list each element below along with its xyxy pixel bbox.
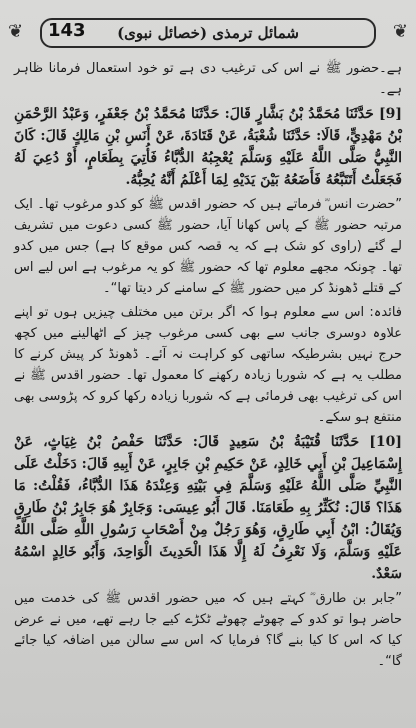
ornament-left-icon: ❦	[8, 21, 24, 42]
hadith-10-arabic: [10] حَدَّثَنَا قُتَيْبَةُ بْنُ سَعِيدٍ قَالَ: حَدَّثَنَا حَفْصُ بْنُ غِيَاثٍ، عَنْ إِسْمَاعِيلَ بْنِ أَبِي خَالِدٍ، عَنْ حَكِيمِ بْنِ جَابِرٍ، عَنْ أَبِيهِ قَالَ: دَخَلْتُ عَلَى النَّبِيِّ صَلَّى اللَّهُ عَلَيْهِ وَسَلَّمَ فِي بَيْتِهِ وَعِنْدَهُ هَذَا الدُّبَّاءُ، فَقُلْتُ: مَا هَذَا؟ قَالَ: نُكَثِّرُ بِهِ طَعَامَنَا. قَالَ أَبُو عِيسَى: وَجَابِرٌ هُوَ جَابِرُ بْنُ طَارِقٍ وَيُقَالُ: ابْنُ أَبِي طَارِقٍ، وَهُوَ رَجُلٌ مِنْ أَصْحَابِ رَسُولِ اللَّهِ صَلَّى اللَّهُ عَلَيْهِ وَسَلَّمَ، وَلَا نَعْرِفُ لَهُ إِلَّا هَذَا الْحَدِيثَ الْوَاحِدَ، وَأَبُو خَالِدٍ اسْمُهُ سَعْدٌ.	[13, 434, 402, 582]
faida-note: فائدہ: اس سے معلوم ہوا کہ اگر برتن میں مختلف چیزیں ہوں تو اپنے علاوہ دوسری جانب سے بھی کسی مرغوب چیز کے اٹھالینے میں کچھ حرج نہیں بشرطیکہ ساتھی کو کراہت نہ آئے۔ ڈھونڈ کر پیش کرنے کا مطلب یہ ہے کہ شوربا زیادہ رکھنے کا معمول تھا۔ حضور اقدس ﷺ نے اس کی ترغیب بھی فرمائی ہے کہ شوربا زیادہ رکھا کرو کہ پڑوسی بھی منتفع ہو سکے۔	[14, 305, 402, 425]
page-body	[14, 58, 402, 720]
hadith-9-translation: ”حضرت انس ؓ فرماتے ہیں کہ حضور اقدس ﷺ کو کدو مرغوب تھا۔ ایک مرتبہ حضور ﷺ کے پاس کھانا آیا، حضور ﷺ کسی دعوت میں تشریف لے گئے (راوی کو شک ہے کہ یہ قصہ کس موقع کا ہے) جس میں کدو تھا۔ چونکہ مجھے معلوم تھا کہ حضور ﷺ کو یہ مرغوب ہے اس لیے اس کے قتلے ڈھونڈ کر میں حضور ﷺ کے سامنے کر دیتا تھا“۔	[14, 197, 402, 296]
page-number: 143	[48, 20, 86, 41]
ornament-right-icon: ❦	[392, 21, 408, 42]
page-title: شمائل ترمذی (خصائل نبوی)	[117, 24, 299, 42]
paragraph-intro: ہے۔حضور ﷺ نے اس کی ترغیب دی ہے تو خود استعمال فرمانا ظاہر ہے۔	[14, 61, 402, 97]
hadith-9-arabic: [9] حَدَّثَنَا مُحَمَّدُ بْنُ بَشَّارٍ قَالَ: حَدَّثَنَا مُحَمَّدُ بْنُ جَعْفَرٍ، وَعَبْدُ الرَّحْمَنِ بْنُ مَهْدِيٍّ، قَالَا: حَدَّثَنَا شُعْبَةُ، عَنْ قَتَادَةَ، عَنْ أَنَسِ بْنِ مَالِكٍ قَالَ: كَانَ النَّبِيُّ صَلَّى اللَّهُ عَلَيْهِ وَسَلَّمَ يُعْجِبُهُ الدُّبَّاءُ فَأُتِيَ بِطَعَامٍ، أَوْ دُعِيَ لَهُ فَجَعَلْتُ أَتَتَبَّعُهُ فَأَضَعُهُ بَيْنَ يَدَيْهِ لِمَا أَعْلَمُ أَنَّهُ يُحِبُّهُ.	[14, 106, 402, 188]
hadith-10-translation: ”جابر بن طارق ؓ کہتے ہیں کہ میں حضور اقدس ﷺ کی خدمت میں حاضر ہوا تو کدو کے چھوٹے چھوٹے ٹکڑے کیے جا رہے تھے، میں نے عرض کیا کہ اس کا کیا بنے گا؟ فرمایا کہ اس سے سالن میں اضافہ کیا جائے گا“۔	[14, 591, 402, 669]
page-header	[8, 18, 408, 48]
